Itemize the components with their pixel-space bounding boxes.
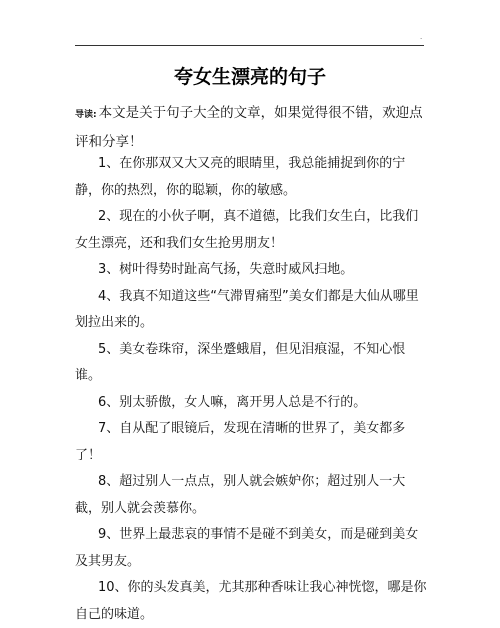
list-item: 7、自从配了眼镜后，发现在清晰的世界了，美女都多了！ — [75, 421, 406, 463]
list-item: 4、我真不知道这些“气滞胃痛型”美女们都是大仙从哪里划拉出来的。 — [75, 288, 419, 330]
list-item: 10、你的头发真美，尤其那种香味让我心神恍惚，哪是你自己的味道。 — [75, 580, 427, 622]
list-item: 6、别太骄傲，女人嘛，离开男人总是不行的。 — [98, 394, 367, 410]
list-item: 5、美女卷珠帘，深坐蹙蛾眉，但见泪痕湿，不知心恨谁。 — [75, 341, 406, 383]
list-item: 9、世界上最悲哀的事情不是碰不到美女，而是碰到美女及其男友。 — [75, 527, 419, 569]
sentence-list — [75, 151, 430, 628]
header-rule — [75, 45, 424, 46]
intro-text: 本文是关于句子大全的文章，如果觉得很不错，欢迎点评和分享！ — [75, 105, 423, 150]
page-title: 夸女生漂亮的句子 — [173, 66, 326, 88]
list-item: 3、树叶得势时趾高气扬，失意时威风扫地。 — [98, 262, 354, 277]
list-item: 8、超过别人一点点，别人就会嫉妒你；超过别人一大截，别人就会羡慕你。 — [75, 474, 406, 516]
list-item: 2、现在的小伙子啊，真不道德，比我们女生白，比我们女生漂亮，还和我们女生抢男朋友！ — [75, 209, 419, 251]
header-mark: · — [420, 35, 423, 43]
list-item: 1、在你那双又大又亮的眼睛里，我总能捕捉到你的宁静，你的热烈，你的聪颖，你的敏感。 — [75, 156, 406, 198]
intro-label: 导读: — [75, 110, 97, 120]
intro-paragraph — [75, 100, 430, 156]
